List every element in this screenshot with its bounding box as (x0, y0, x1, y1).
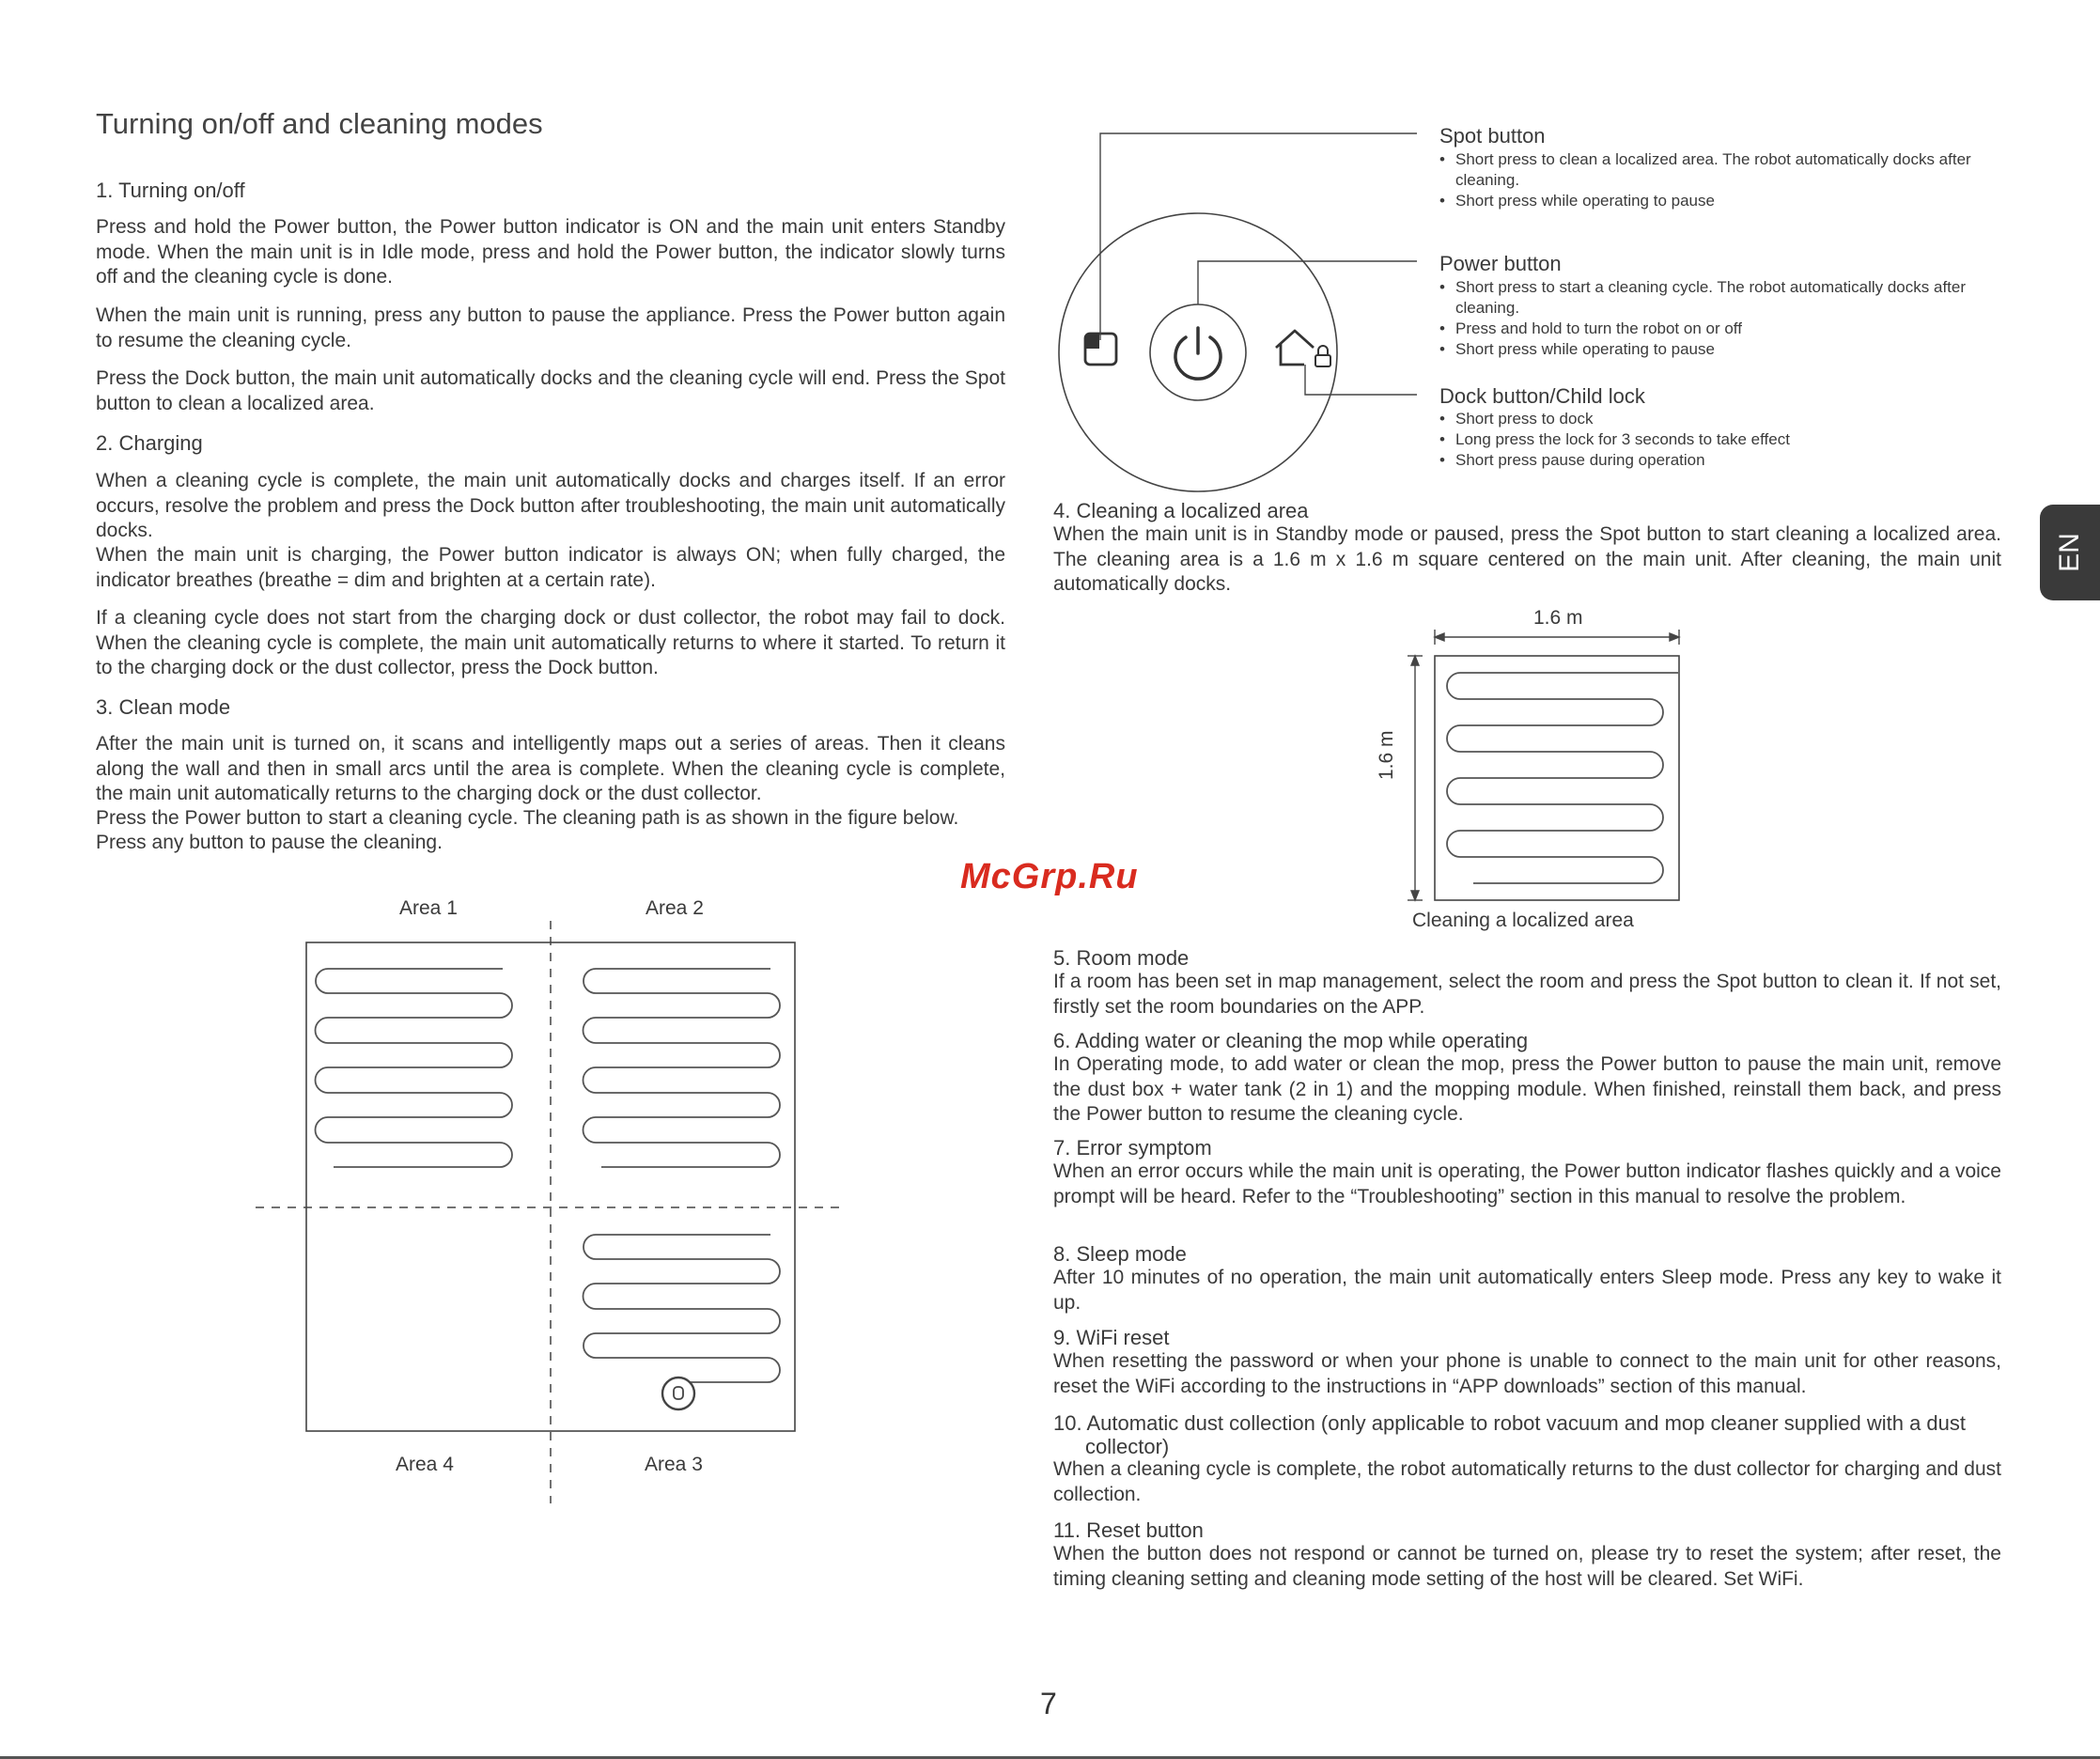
spot-leader-line (1100, 133, 1417, 340)
section-2-paragraph-1a: When a cleaning cycle is complete, the main unit automatically docks and charges itself. If an error occurs, resolve the problem and press the Dock button after troubleshooting, the main unit automatically docks. (96, 470, 1005, 541)
section-2-paragraph-1b: When the main unit is charging, the Power button indicator is always ON; when fully charged, the indicator breathes (breathe = dim and brighten at a certain rate). (96, 544, 1005, 591)
language-tab: EN (2040, 505, 2100, 600)
section-6-body: In Operating mode, to add water or clean the mop, press the Power button to pause the main unit, remove the dust box + water tank (2 in 1) and the mopping module. When finished, reinstall them back, and press the Power button to resume the cleaning cycle. (1053, 1053, 2001, 1125)
localized-cleaning-path (1447, 673, 1678, 883)
section-6-heading: 6. Adding water or cleaning the mop while operating (1053, 1029, 1529, 1052)
section-1-paragraph-2: When the main unit is running, press any button to pause the appliance. Press the Power button again to resume the cleaning cycle. (96, 304, 1005, 351)
section-3-paragraph-1b: Press the Power button to start a cleaning cycle. The cleaning path is as shown in the figure below. (96, 807, 959, 829)
list-item: • Long press the lock for 3 seconds to take effect (1439, 429, 2003, 450)
section-8-body: After 10 minutes of no operation, the main unit automatically enters Sleep mode. Press any key to wake it up. (1053, 1267, 2001, 1314)
watermark: McGrp.Ru (960, 857, 1139, 896)
list-item: • Short press to start a cleaning cycle. The robot automatically docks after cleaning. (1439, 277, 2003, 319)
section-7-body: When an error occurs while the main unit is operating, the Power button indicator flashes quickly and a voice prompt will be heard. Refer to the “Troubleshooting” section in this manual to resolve the problem. (1053, 1160, 2001, 1207)
child-lock-icon (1315, 346, 1330, 366)
section-3-heading: 3. Clean mode (96, 695, 231, 719)
robot-buttons-diagram (1043, 122, 1438, 498)
area-1-label: Area 1 (399, 897, 458, 919)
section-10-heading-line-1: 10. Automatic dust collection (only applicable to robot vacuum and mop cleaner supplied with a dust (1053, 1411, 1967, 1435)
height-label: 1.6 m (1376, 730, 1397, 780)
section-11-body: When the button does not respond or cannot be turned on, please try to reset the system; after reset, the timing cleaning setting and cleaning mode setting of the host will be cleared. Set WiFi. (1053, 1543, 2001, 1590)
area-4-label: Area 4 (396, 1454, 454, 1475)
power-icon (1175, 328, 1221, 379)
area-2-cleaning-path (583, 969, 781, 1167)
list-item: • Short press while operating to pause (1439, 339, 2003, 360)
localized-area-caption: Cleaning a localized area (1412, 910, 1634, 931)
section-1-heading: 1. Turning on/off (96, 179, 245, 202)
dock-leader-line (1305, 365, 1417, 395)
list-item: • Press and hold to turn the robot on or off (1439, 319, 2003, 339)
section-3-paragraph-1c: Press any button to pause the cleaning. (96, 832, 443, 853)
section-10-body: When a cleaning cycle is complete, the robot automatically returns to the dust collector for charging and dust collection. (1053, 1458, 2001, 1505)
page-number: 7 (1040, 1687, 1057, 1720)
section-5-heading: 5. Room mode (1053, 946, 1190, 970)
section-5-body: If a room has been set in map management, select the room and press the Spot button to clean it. If not set, firstly set the room boundaries on the APP. (1053, 971, 2001, 1018)
list-item: • Short press to dock (1439, 409, 2003, 429)
section-3-paragraph-1a: After the main unit is turned on, it scans and intelligently maps out a series of areas. Then it cleans along the wall and then in small arcs until the area is complete. When the cleaning cycle is complete, the main unit automatically returns to the charging dock or the dust collector. (96, 733, 1005, 804)
spot-button-bullets (1439, 149, 2003, 211)
section-4-heading: 4. Cleaning a localized area (1053, 499, 1309, 522)
list-item: • Short press pause during operation (1439, 450, 2003, 471)
dock-button-bullets (1439, 409, 2003, 471)
dock-button-icon (1276, 331, 1314, 365)
list-item: • Short press to clean a localized area. The robot automatically docks after cleaning. (1439, 149, 2003, 191)
section-2-heading: 2. Charging (96, 431, 203, 455)
section-7-heading: 7. Error symptom (1053, 1136, 1212, 1160)
area-1-cleaning-path (316, 969, 513, 1167)
page-title: Turning on/off and cleaning modes (96, 107, 543, 140)
height-dimension (1408, 656, 1423, 900)
width-dimension (1435, 630, 1679, 645)
section-2-paragraph-2: If a cleaning cycle does not start from the charging dock or dust collector, the robot may fail to dock. When the cleaning cycle is complete, the main unit automatically returns to where it started. To return it to the charging dock or the dust collector, press the Dock button. (96, 607, 1005, 678)
spot-button-title: Spot button (1439, 124, 1546, 148)
power-button-bullets (1439, 277, 2003, 360)
section-9-body: When resetting the password or when your phone is unable to connect to the main unit for other reasons, reset the WiFi according to the instructions in “APP downloads” section of this manual. (1053, 1350, 2001, 1397)
area-cleaning-diagram (244, 893, 864, 1513)
section-1-paragraph-3: Press the Dock button, the main unit automatically docks and the cleaning cycle will end. Press the Spot button to clean a localized area. (96, 367, 1005, 414)
localized-area-diagram (1362, 620, 1710, 921)
width-label: 1.6 m (1533, 607, 1583, 629)
list-item: • Short press while operating to pause (1439, 191, 2003, 211)
area-3-label: Area 3 (645, 1454, 703, 1475)
section-10-heading-line-2: collector) (1085, 1435, 1170, 1458)
power-button-title: Power button (1439, 252, 1562, 275)
section-4-body: When the main unit is in Standby mode or paused, press the Spot button to start cleaning a localized area. The cleaning area is a 1.6 m x 1.6 m square centered on the main unit. After cleaning, the main unit automatically docks. (1053, 523, 2001, 595)
section-9-heading: 9. WiFi reset (1053, 1326, 1170, 1349)
section-11-heading: 11. Reset button (1053, 1518, 1204, 1542)
section-8-heading: 8. Sleep mode (1053, 1242, 1187, 1266)
section-1-paragraph-1: Press and hold the Power button, the Power button indicator is ON and the main unit enters Standby mode. When the main unit is in Idle mode, press and hold the Power button, the indicator slowly turns off and the cleaning cycle is done. (96, 216, 1005, 288)
area-2-label: Area 2 (646, 897, 704, 919)
area-3-cleaning-path (583, 1235, 781, 1382)
dock-button-title: Dock button/Child lock (1439, 384, 1645, 408)
robot-icon (662, 1378, 694, 1409)
